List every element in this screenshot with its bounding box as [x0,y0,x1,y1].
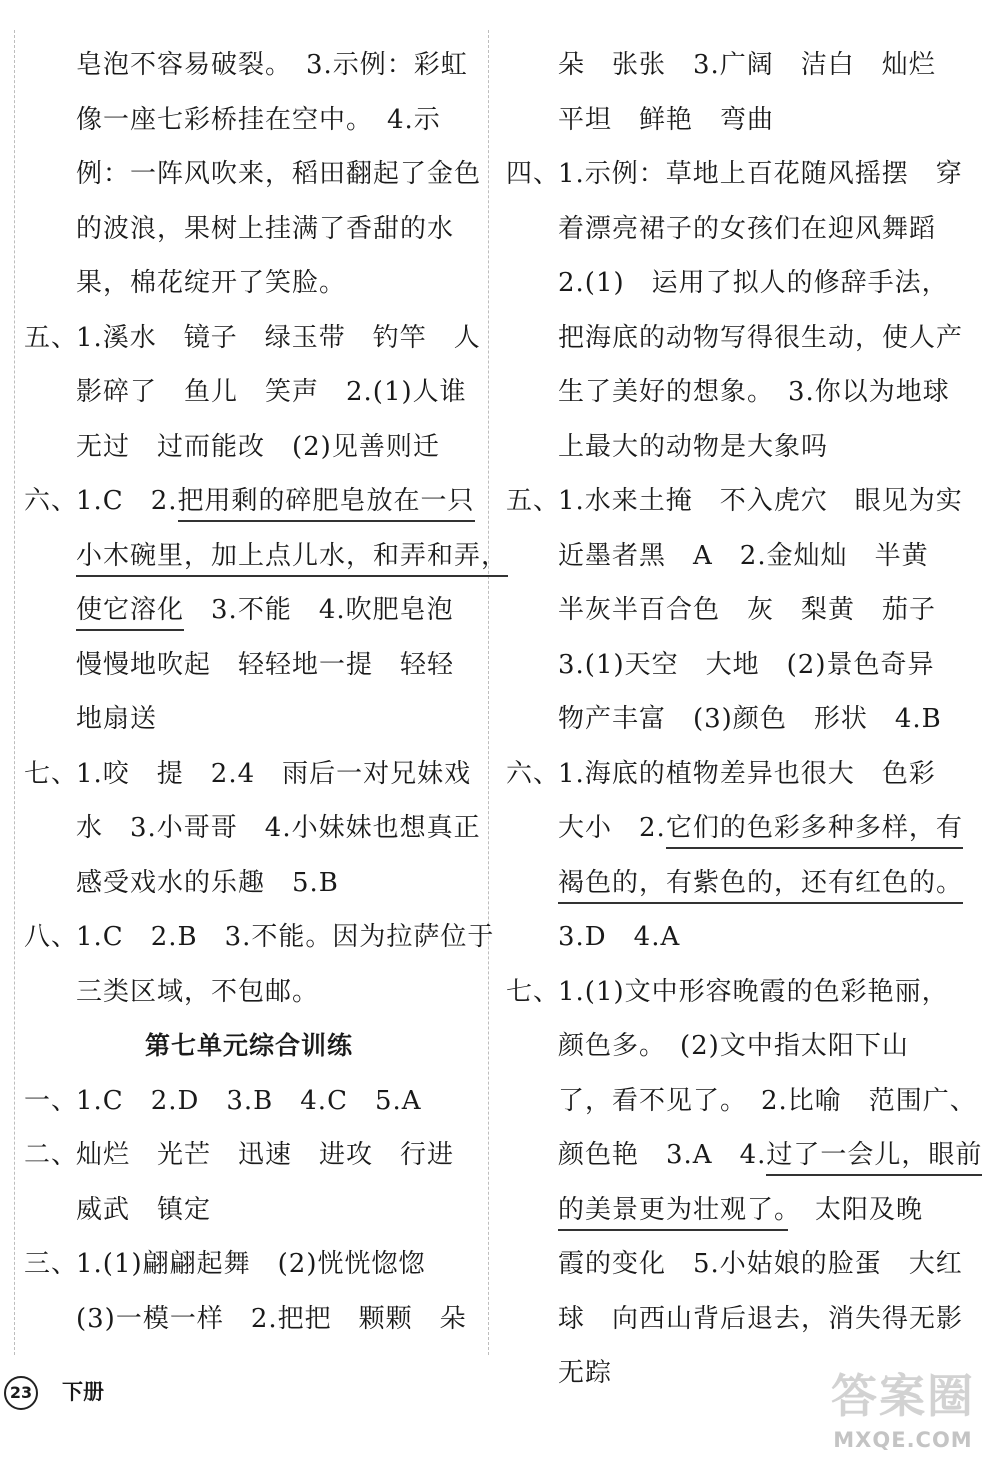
answer-text: 物产丰富 (3)颜色 形状 4.B [558,704,942,734]
answer-line [506,1183,946,1238]
answer-text: 1.C 2.D 3.B 4.C 5.A [76,1085,422,1116]
answer-text: 灿烂 光芒 迅速 进攻 行进 [76,1140,455,1170]
page-number: 23 [4,1376,38,1410]
answer-line [24,1074,474,1129]
answer-line [506,202,946,257]
answer-text: 1.示例：草地上百花随风摇摆 穿 [558,159,963,189]
answer-text: 影碎了 鱼儿 笑声 2.(1)人谁 [76,377,467,407]
answer-line [24,365,474,420]
answer-line [24,147,482,202]
answer-text: 无踪 [558,1358,613,1388]
answer-text: 球 向西山背后退去，消失得无影 [558,1303,964,1334]
answer-line [506,529,946,584]
answer-line [506,93,946,148]
section-number: 四、 [506,159,561,189]
section-number: 七、 [24,758,79,789]
answer-line [506,1292,964,1347]
answer-text: 慢慢地吹起 轻轻地一提 轻轻 [76,649,455,680]
answer-text: 生了美好的想象。 3.你以为地球 [558,377,950,407]
answer-line [24,420,474,475]
answer-line [506,801,963,856]
watermark-logo: 答案圈 [831,1369,975,1423]
answer-line [506,638,946,693]
answer-line [24,38,474,93]
section-number: 二、 [24,1140,79,1170]
answer-line [24,638,474,693]
answer-line [506,365,950,420]
answer-line [24,747,474,802]
answer-line [506,965,949,1020]
left-margin-line [14,30,15,1355]
underlined-answer: 的美景更为壮观了。 [558,1195,788,1231]
answer-line [506,910,946,965]
answer-text: 例：一阵风吹来，稻田翻起了金色 [76,159,482,189]
answer-line [506,420,946,475]
answer-text: 颜色多。 (2)文中指太阳下山 [558,1031,909,1061]
answer-line [506,1074,977,1129]
answer-line [24,856,474,911]
answer-text: 近墨者黑 A 2.金灿灿 半黄 [558,540,929,571]
answer-line [24,202,474,257]
column-divider [488,30,489,1355]
answer-line [506,856,964,911]
answer-text: 1.C 2.B 3.不能。因为拉萨位于 [76,922,495,952]
answer-text: 的波浪，果树上挂满了香甜的水 [76,213,455,244]
answer-text: 太阳及晚 [788,1194,924,1225]
answer-text: 上最大的动物是大象吗 [558,431,829,462]
answer-text: 3.不能 4.吹肥皂泡 [184,595,454,625]
section-number: 五、 [506,486,561,516]
answer-text: 把海底的动物写得很生动，使人产 [558,322,964,353]
answer-text: 3.(1)天空 大地 (2)景色奇异 [558,649,935,680]
answer-text: 半灰半百合色 灰 梨黄 茄子 [558,595,937,625]
left-column [24,38,509,1346]
section-title: 第七单元综合训练 [144,1031,353,1060]
answer-line [506,1128,983,1183]
section-number: 六、 [506,758,561,789]
underlined-answer: 把用剩的碎肥皂放在一只 [178,486,475,522]
answer-line [506,747,946,802]
answer-line [24,1292,474,1347]
answer-text: 1.海底的植物差异也很大 色彩 [558,758,936,789]
answer-text: 感受戏水的乐趣 5.B [76,867,339,898]
answer-line [506,474,963,529]
answer-line [24,583,474,638]
answer-line [506,1019,946,1074]
underlined-answer: 过了一会儿，眼前 [766,1140,982,1176]
answer-line [506,256,949,311]
answer-line [24,1237,474,1292]
answer-line [24,529,509,584]
answer-text: 颜色艳 3.A 4. [558,1140,767,1170]
section-number: 七、 [506,976,561,1007]
answer-line [24,1128,474,1183]
answer-text: 2.(1) 运用了拟人的修辞手法， [558,268,949,298]
underlined-answer: 小木碗里，加上点儿水，和弄和弄， [76,541,508,577]
section-number: 五、 [24,322,79,353]
answer-line [506,311,964,366]
answer-text: 霞的变化 5.小姑娘的脸蛋 大红 [558,1249,963,1279]
answer-text: 1.(1)文中形容晚霞的色彩艳丽， [558,976,949,1007]
answer-text: 威武 镇定 [76,1194,212,1225]
answer-text: 着漂亮裙子的女孩们在迎风舞蹈 [558,213,937,244]
answer-line [24,93,474,148]
underlined-answer: 使它溶化 [76,595,184,631]
answer-text: 地扇送 [76,704,158,734]
answer-line [24,311,481,366]
answer-text: 大小 2. [558,813,666,843]
section-number: 八、 [24,922,79,952]
answer-line [506,583,946,638]
answer-text: 1.水来土掩 不入虎穴 眼见为实 [558,486,963,516]
answer-line [24,692,474,747]
watermark-url: MXQE.COM [833,1428,973,1452]
answer-text: 1.咬 提 2.4 雨后一对兄妹戏 [76,758,472,789]
answer-line [24,1183,474,1238]
answer-text: 平坦 鲜艳 弯曲 [558,104,775,135]
answer-line [506,692,946,747]
volume-label: 下册 [62,1380,104,1404]
answer-text: 1.(1)翩翩起舞 (2)恍恍惚惚 [76,1249,426,1279]
section-number: 一、 [24,1085,79,1116]
answer-text: 水 3.小哥哥 4.小妹妹也想真正 [76,813,481,843]
answer-text: 1.C 2. [76,486,178,516]
answer-line [24,910,495,965]
section-number: 六、 [24,486,79,516]
answer-line [506,1237,963,1292]
watermark [818,1366,988,1466]
underlined-answer: 褐色的，有紫色的，还有红色的。 [558,868,963,904]
answer-line [24,474,474,529]
answer-text: (3)一模一样 2.把把 颗颗 朵 [76,1303,467,1334]
answer-text: 无过 过而能改 (2)见善则迁 [76,431,440,462]
answer-line [506,38,946,93]
answer-text: 了，看不见了。 2.比喻 范围广、 [558,1085,977,1116]
answer-text: 果，棉花绽开了笑脸。 [76,268,347,298]
answer-text: 3.D 4.A [558,922,681,952]
answer-text: 三类区域，不包邮。 [76,976,320,1007]
answer-text: 朵 张张 3.广阔 洁白 灿烂 [558,50,936,80]
section-number: 三、 [24,1249,79,1279]
answer-text: 1.溪水 镜子 绿玉带 钓竿 人 [76,322,481,353]
answer-line [24,801,481,856]
answer-text: 像一座七彩桥挂在空中。 4.示 [76,104,441,135]
answer-line [24,965,474,1020]
answer-line [506,147,963,202]
underlined-answer: 它们的色彩多种多样，有 [666,813,963,849]
answer-text: 皂泡不容易破裂。 3.示例：彩虹 [76,50,468,80]
answer-line [24,256,474,311]
